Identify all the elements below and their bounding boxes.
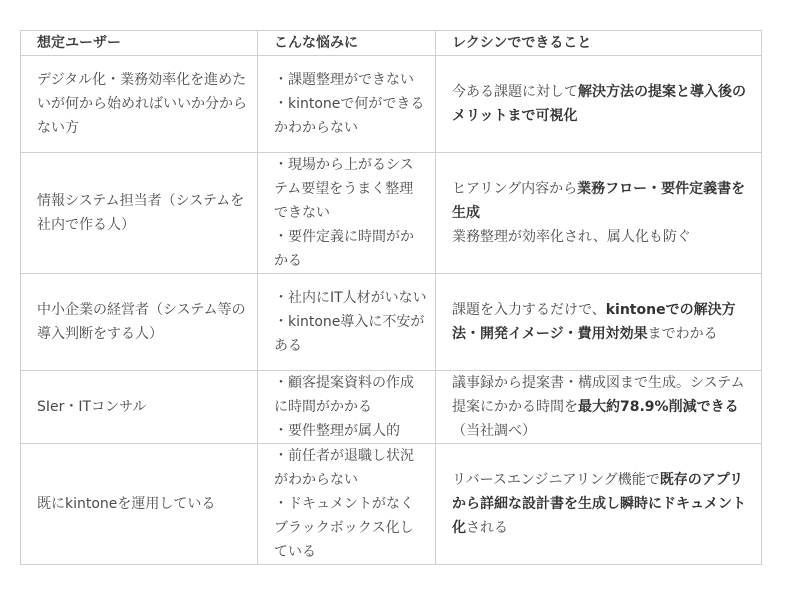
solution-highlight: 業務フロー・要件定義書を生成 [452, 181, 746, 221]
table-row [21, 274, 762, 371]
problem-item: ・課題整理ができない [274, 72, 414, 88]
header-problems: こんな悩みに [258, 31, 436, 56]
solution-cell [436, 371, 762, 444]
table-row [21, 56, 762, 153]
table-row [21, 444, 762, 565]
solution-text: 課題を入力するだけで、 [452, 302, 606, 318]
table-header-row [21, 31, 762, 56]
target-user-cell: 既にkintoneを運用している [21, 444, 258, 565]
solution-highlight: 既存のアプリから詳細な設計書を生成し瞬時にドキュメント化 [452, 472, 746, 536]
solution-text: 業務整理が効率化され、属人化も防ぐ [452, 229, 691, 245]
solution-text: リバースエンジニアリング機能で [452, 472, 660, 488]
target-user-cell: デジタル化・業務効率化を進めたいが何から始めればいいか分からない方 [21, 56, 258, 153]
solution-highlight: 解決方法の提案と導入後のメリットまで可視化 [452, 84, 746, 124]
problems-cell [258, 444, 436, 565]
solution-highlight: kintoneでの解決方法・開発イメージ・費用対効果 [452, 302, 736, 342]
problem-item: ・前任者が退職し状況がわからない [274, 448, 414, 488]
problems-cell [258, 153, 436, 274]
problem-item: ・kintoneで何ができるかわからない [274, 96, 425, 136]
problems-cell [258, 274, 436, 371]
solution-text: ヒアリング内容から [452, 181, 578, 197]
problem-item: ・社内にIT人材がいない [274, 290, 427, 306]
solution-text: 議事録から提案書・構成図まで生成。システム提案にかかる時間を [452, 375, 745, 415]
header-target-user: 想定ユーザー [21, 31, 258, 56]
target-user-cell: 中小企業の経営者（システム等の導入判断をする人） [21, 274, 258, 371]
problems-cell [258, 56, 436, 153]
target-user-cell: 情報システム担当者（システムを社内で作る人） [21, 153, 258, 274]
solution-cell [436, 274, 762, 371]
comparison-table [20, 30, 762, 565]
problem-item: ・現場から上がるシステム要望をうまく整理できない [274, 157, 414, 221]
solution-cell [436, 153, 762, 274]
problem-item: ・要件整理が属人的 [274, 423, 400, 439]
target-user-cell: SIer・ITコンサル [21, 371, 258, 444]
solution-text: までわかる [647, 326, 718, 342]
problem-item: ・顧客提案資料の作成に時間がかかる [274, 375, 414, 415]
header-solutions: レクシンでできること [436, 31, 762, 56]
problem-item: ・ドキュメントがなくブラックボックス化している [274, 496, 414, 560]
table-row [21, 371, 762, 444]
problem-item: ・要件定義に時間がかかる [274, 229, 414, 269]
solution-cell [436, 56, 762, 153]
problem-item: ・kintone導入に不安がある [274, 314, 425, 354]
solution-highlight: 最大約78.9%削減できる [578, 399, 739, 415]
solution-text: 今ある課題に対して [452, 84, 578, 100]
problems-cell [258, 371, 436, 444]
solution-cell [436, 444, 762, 565]
solution-text: （当社調べ） [452, 423, 536, 439]
table-row [21, 153, 762, 274]
solution-text: される [466, 520, 508, 536]
